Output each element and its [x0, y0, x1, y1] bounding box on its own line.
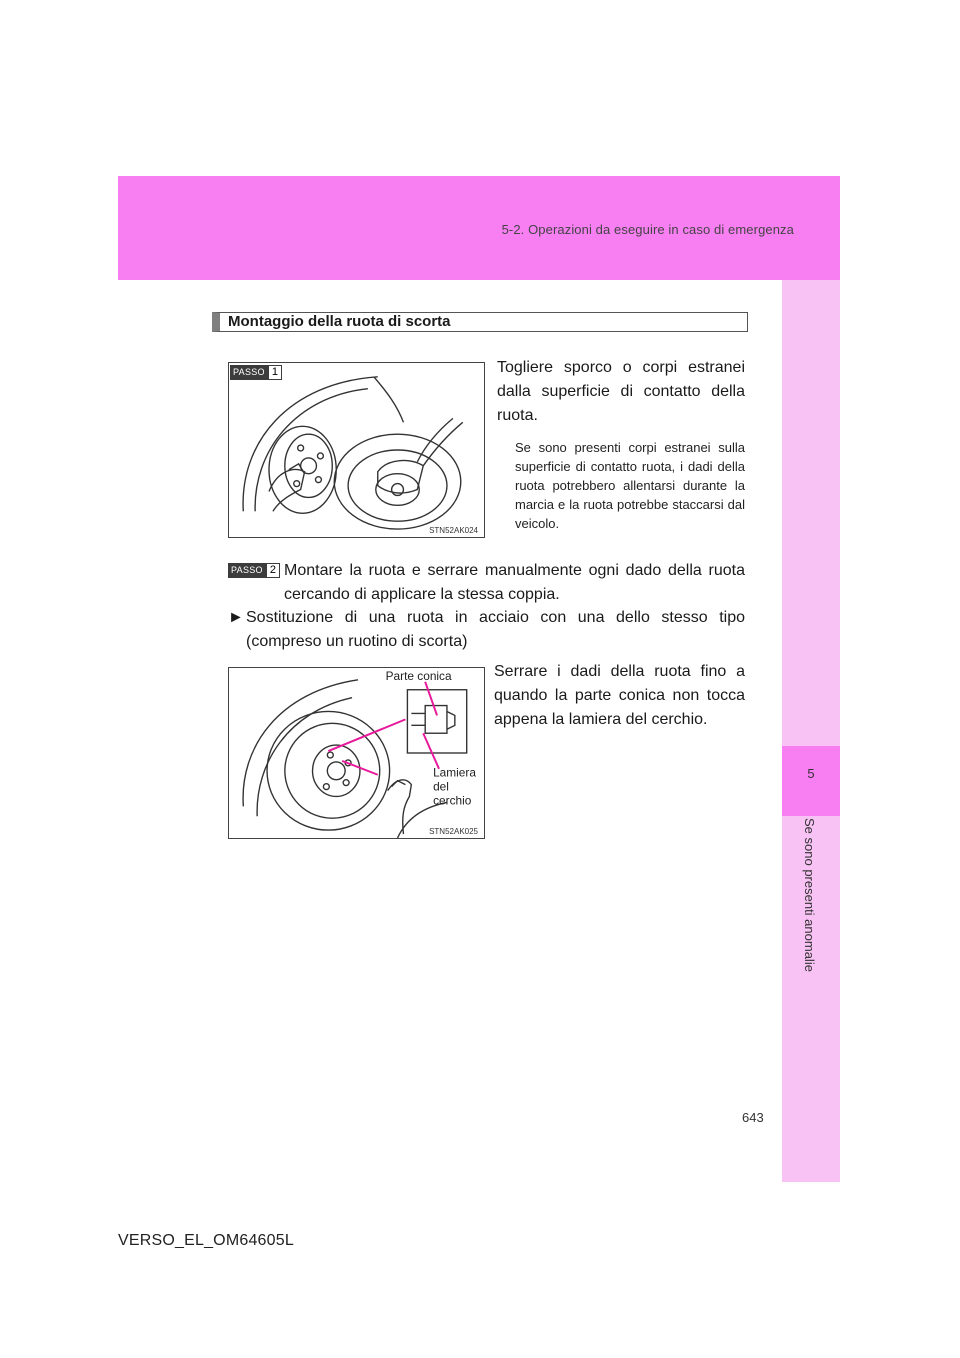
- step2-badge: [228, 563, 280, 578]
- step-number: 2: [266, 563, 280, 578]
- figure-clean-wheel: [228, 362, 485, 538]
- wheel-cleaning-illustration: [229, 363, 484, 537]
- substep-text: Sostituzione di una ruota in acciaio con una dello stesso tipo (compreso un ruotino di scorta): [246, 609, 745, 650]
- figure-tighten-nuts: [228, 667, 485, 839]
- breadcrumb: 5-2. Operazioni da eseguire in caso di emergenza: [501, 222, 794, 237]
- passo-label: PASSO: [230, 365, 268, 380]
- step2-text: Montare la ruota e serrare manualmente ogni dado della ruota cercando di applicare la stessa coppia.: [284, 562, 745, 603]
- section-title: Montaggio della ruota di scorta: [212, 312, 748, 332]
- callout-rim-2: del: [433, 779, 449, 794]
- substep-instruction: Serrare i dadi della ruota fino a quando la parte conica non tocca appena la lamiera del cerchio.: [494, 663, 745, 728]
- chapter-title: Se sono presenti anomalie: [802, 818, 817, 972]
- step-number: 1: [268, 365, 282, 380]
- chapter-number: 5: [807, 766, 815, 781]
- chapter-title-vertical: [782, 818, 840, 1178]
- step1-badge-in-figure: [230, 365, 282, 380]
- callout-rim-3: cerchio: [433, 793, 472, 808]
- header-band: [118, 176, 840, 280]
- callout-cone: Parte conica: [385, 668, 452, 683]
- substep-marker: ►: [228, 609, 244, 626]
- chapter-tab[interactable]: [782, 746, 840, 816]
- footer-code: VERSO_EL_OM64605L: [118, 1232, 294, 1249]
- page-number: 643: [742, 1110, 764, 1125]
- wheel-nut-illustration: [229, 668, 484, 838]
- figure-code: STN52AK025: [429, 827, 478, 836]
- step1-note: Se sono presenti corpi estranei sulla superficie di contatto ruota, i dadi della ruota potrebbero allentarsi durante la marcia e la ruota potrebbe staccarsi dal veicolo.: [515, 440, 745, 531]
- figure-code: STN52AK024: [429, 526, 478, 535]
- callout-rim-1: Lamiera: [433, 765, 476, 780]
- passo-label: PASSO: [228, 563, 266, 578]
- step1-text: Togliere sporco o corpi estranei dalla superficie di contatto della ruota.: [497, 359, 745, 424]
